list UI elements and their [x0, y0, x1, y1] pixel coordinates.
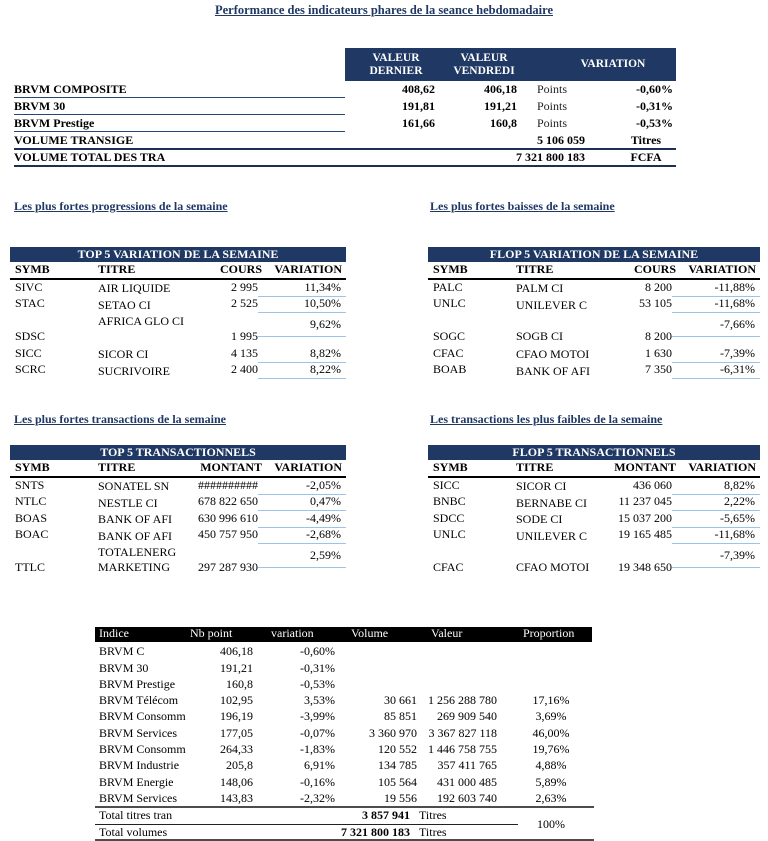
montant-cell: 450 757 950 — [198, 527, 258, 541]
symb-cell: SDSC — [15, 329, 46, 343]
col-variation: VARIATION — [274, 460, 342, 474]
variation-cell: 6,91% — [304, 758, 335, 773]
col-symb: SYMB — [433, 460, 468, 474]
titre-cell: PALM CI — [516, 281, 564, 295]
variation-underline — [258, 378, 346, 379]
variation-cell: -7,39% — [720, 345, 755, 360]
row-divider — [14, 148, 676, 150]
indice-cell: BRVM Services — [99, 725, 178, 740]
table-row — [428, 528, 760, 545]
index-label: BRVM 30 — [14, 99, 66, 113]
proportion-cell: 19,76% — [532, 742, 570, 757]
total-label: Total titres tran — [99, 808, 173, 822]
unit-label: Points — [536, 116, 567, 130]
nb-point-cell: 177,05 — [220, 725, 253, 740]
indices-rows — [95, 644, 594, 807]
variation-value: -0,60% — [636, 82, 673, 96]
col-symb: SYMB — [15, 262, 50, 276]
variation-cell: -7,66% — [720, 317, 755, 331]
table-title: FLOP 5 TRANSACTIONNELS — [428, 445, 760, 460]
valeur-cell: 3 367 827 118 — [428, 725, 497, 740]
variation-cell: -0,31% — [300, 660, 335, 675]
table-row — [0, 132, 768, 149]
indice-cell: BRVM Consomm — [99, 709, 186, 724]
titre-cell: SOGB CI — [516, 329, 564, 343]
variation-cell: -3,99% — [300, 709, 335, 724]
volume-value: 7 321 800 183 — [516, 150, 585, 164]
table-row — [95, 742, 594, 758]
symb-cell: SCRC — [15, 362, 46, 376]
table-row — [95, 693, 594, 709]
value-dernier: 191,81 — [402, 99, 435, 113]
cours-cell: 2 400 — [231, 362, 258, 376]
summary-header — [345, 48, 676, 81]
table-row — [428, 478, 760, 495]
titre-cell: BERNABE CI — [516, 495, 588, 510]
table-row — [428, 544, 760, 577]
table-row — [10, 280, 346, 297]
nb-point-cell: 102,95 — [220, 693, 253, 708]
table-row — [10, 511, 346, 528]
titre-cell: SONATEL SN — [98, 479, 170, 493]
symb-cell: SICC — [433, 477, 460, 492]
col-variation: VARIATION — [688, 460, 756, 474]
titre-cell: UNILEVER C — [516, 297, 587, 312]
montant-cell: 678 822 650 — [198, 494, 258, 508]
variation-underline — [258, 336, 346, 337]
variation-cell: -6,31% — [720, 362, 755, 376]
variation-cell: 0,47% — [310, 494, 341, 508]
variation-cell: -0,60% — [300, 644, 335, 659]
row-divider — [14, 97, 345, 98]
index-label: BRVM Prestige — [14, 116, 95, 130]
section-heading-transactions: Les plus fortes transactions de la semaine — [14, 412, 226, 426]
indice-cell: BRVM C — [99, 644, 145, 659]
symb-cell: TTLC — [15, 560, 45, 574]
summary-col-vendredi: VALEUR VENDREDI — [453, 51, 515, 77]
table-row — [10, 495, 346, 512]
total-label: Total volumes — [99, 824, 168, 839]
titre-cell: BANK OF AFI — [98, 528, 173, 543]
index-label: VOLUME TOTAL DES TRA — [14, 150, 166, 164]
variation-value: -0,53% — [636, 116, 673, 130]
variation-cell: -0,16% — [300, 774, 335, 789]
summary-col-dernier: VALEUR DERNIER — [369, 51, 423, 77]
table-row — [95, 725, 594, 741]
proportion-cell: 2,63% — [535, 790, 567, 805]
col-variation: VARIATION — [274, 262, 342, 276]
titre-cell: SICOR CI — [98, 347, 149, 361]
variation-cell: -0,53% — [300, 676, 335, 691]
col-titre: TITRE — [98, 460, 136, 474]
col-variation: VARIATION — [688, 262, 756, 276]
table-row — [0, 149, 768, 166]
nb-point-cell: 264,33 — [220, 742, 253, 757]
section-heading-progressions: Les plus fortes progressions de la semaine — [14, 199, 228, 213]
nb-point-cell: 148,06 — [220, 774, 253, 789]
total-proportion: 100% — [537, 816, 565, 831]
variation-cell: -11,68% — [714, 527, 755, 541]
table-row — [10, 478, 346, 495]
table-row — [10, 544, 346, 577]
symb-cell: NTLC — [15, 494, 47, 508]
variation-cell: 8,82% — [310, 345, 341, 360]
volume-cell: 3 360 970 — [369, 725, 417, 740]
variation-cell: 3,53% — [304, 693, 335, 708]
col-montant: MONTANT — [614, 460, 676, 474]
nb-point-cell: 406,18 — [220, 644, 253, 659]
symb-cell: SOGC — [433, 329, 466, 343]
proportion-cell: 17,16% — [532, 693, 570, 708]
symb-cell: UNLC — [433, 527, 466, 541]
cours-cell: 8 200 — [645, 329, 672, 343]
indice-cell: BRVM Energie — [99, 774, 174, 789]
symb-cell: BOAB — [433, 362, 467, 376]
montant-cell: 19 348 650 — [618, 560, 672, 574]
table-row — [0, 98, 768, 115]
titre-cell: CFAO MOTOI — [516, 347, 590, 361]
table-title: TOP 5 VARIATION DE LA SEMAINE — [10, 247, 346, 262]
row-divider — [14, 131, 345, 132]
variation-cell: 8,82% — [724, 477, 755, 492]
value-vendredi: 160,8 — [490, 116, 517, 130]
table-row — [428, 363, 760, 380]
variation-cell: 11,34% — [304, 279, 341, 294]
table-row — [95, 709, 594, 725]
cours-cell: 2 525 — [231, 296, 258, 310]
indices-table — [95, 627, 594, 841]
variation-cell: -11,88% — [714, 279, 755, 294]
symb-cell: UNLC — [433, 296, 466, 310]
value-dernier: 161,66 — [402, 116, 435, 130]
summary-col-variation: VARIATION — [580, 58, 646, 70]
page-title: Performance des indicateurs phares de la seance hebdomadaire — [214, 3, 554, 17]
cours-cell: 2 995 — [231, 279, 258, 294]
unit-label: Points — [536, 82, 567, 96]
column-headers — [428, 460, 760, 478]
volume-cell: 19 556 — [384, 790, 417, 805]
volume-value: 5 106 059 — [537, 133, 585, 147]
symb-cell: CFAC — [433, 345, 464, 360]
col-titre: TITRE — [516, 460, 554, 474]
table-bottom-border — [14, 165, 676, 167]
symb-cell: SIVC — [15, 279, 43, 294]
variation-underline — [672, 567, 760, 568]
column-headers — [10, 460, 346, 478]
unit-label: FCFA — [630, 150, 662, 164]
flop5-transactions-table — [428, 445, 760, 577]
col-cours: COURS — [633, 262, 676, 276]
table-row — [428, 346, 760, 363]
variation-cell: -2,32% — [300, 790, 335, 805]
variation-cell: -2,05% — [306, 477, 341, 492]
nb-point-cell: 205,8 — [226, 758, 253, 773]
montant-cell: 436 060 — [633, 477, 672, 492]
volume-cell: 85 851 — [384, 709, 417, 724]
flop5-variation-table — [428, 247, 760, 379]
titre-cell: NESTLE CI — [98, 495, 158, 510]
table-row — [0, 115, 768, 132]
cours-cell: 7 350 — [645, 362, 672, 376]
unit-label: Points — [536, 99, 567, 113]
symb-cell: BOAC — [15, 527, 49, 541]
titre-cell: AFRICA GLO CI — [98, 314, 185, 328]
table-row — [428, 280, 760, 297]
valeur-cell: 431 000 485 — [437, 774, 497, 789]
variation-underline — [672, 378, 760, 379]
cours-cell: 1 630 — [645, 345, 672, 360]
indice-cell: BRVM Industrie — [99, 758, 180, 773]
montant-cell: 297 287 930 — [198, 560, 258, 574]
col-titre: TITRE — [516, 262, 554, 276]
table-row — [95, 677, 594, 693]
variation-cell: 2,22% — [724, 494, 755, 508]
index-label: BRVM COMPOSITE — [14, 82, 127, 96]
col-variation: variation — [271, 626, 314, 640]
titre-cell: BANK OF AFI — [516, 363, 591, 378]
proportion-cell: 3,69% — [535, 709, 567, 724]
titre-cell: BANK OF AFI — [98, 512, 173, 526]
table-row — [428, 495, 760, 512]
variation-cell: -5,65% — [720, 510, 755, 525]
montant-cell: 630 996 610 — [198, 510, 258, 525]
montant-cell: 19 165 485 — [618, 527, 672, 541]
table-row — [0, 81, 768, 98]
variation-underline — [672, 336, 760, 337]
index-label: VOLUME TRANSIGE — [14, 133, 134, 147]
nb-point-cell: 160,8 — [226, 676, 253, 691]
nb-point-cell: 191,21 — [220, 660, 253, 675]
total-value: 7 321 800 183 — [341, 824, 410, 839]
col-titre: TITRE — [98, 262, 136, 276]
symb-cell: STAC — [15, 296, 45, 310]
row-divider — [14, 114, 345, 115]
titre-cell: TOTALENERG MARKETING — [98, 545, 177, 574]
volume-cell: 134 785 — [378, 758, 417, 773]
col-proportion: Proportion — [523, 626, 575, 640]
top5-variation-table — [10, 247, 346, 379]
variation-cell: 2,59% — [310, 548, 341, 562]
indice-cell: BRVM Services — [99, 790, 178, 805]
indices-header — [95, 627, 592, 642]
valeur-cell: 1 446 758 755 — [428, 742, 497, 757]
table-row — [428, 313, 760, 346]
section-heading-faibles: Les transactions les plus faibles de la semaine — [430, 412, 663, 426]
variation-cell: -0,07% — [300, 725, 335, 740]
variation-cell: -11,68% — [714, 296, 755, 310]
titre-cell: SUCRIVOIRE — [98, 363, 171, 378]
table-row — [10, 297, 346, 314]
cours-cell: 1 995 — [231, 329, 258, 343]
volume-cell: 120 552 — [378, 742, 417, 757]
table-row — [95, 758, 594, 774]
cours-cell: 4 135 — [231, 345, 258, 360]
indice-cell: BRVM Télécom — [99, 693, 179, 708]
table-row — [428, 297, 760, 314]
table-title: FLOP 5 VARIATION DE LA SEMAINE — [428, 247, 760, 262]
table-row — [95, 774, 594, 790]
col-nb-point: Nb point — [190, 626, 233, 640]
valeur-cell: 357 411 765 — [437, 758, 497, 773]
col-montant: MONTANT — [200, 460, 262, 474]
volume-cell: 105 564 — [378, 774, 417, 789]
titre-cell: CFAO MOTOI — [516, 560, 590, 574]
montant-cell: 11 237 045 — [618, 494, 672, 508]
proportion-cell: 4,88% — [535, 758, 567, 773]
table-row — [95, 791, 594, 807]
variation-cell: 10,50% — [304, 296, 341, 310]
table-row — [10, 363, 346, 380]
symb-cell: BNBC — [433, 494, 466, 508]
col-cours: COURS — [219, 262, 262, 276]
table-row — [428, 511, 760, 528]
variation-cell: 9,62% — [310, 317, 341, 331]
variation-cell: -4,49% — [306, 510, 341, 525]
titre-cell: UNILEVER C — [516, 528, 587, 543]
table-title: TOP 5 TRANSACTIONNELS — [10, 445, 346, 460]
montant-cell: 15 037 200 — [618, 510, 672, 525]
variation-cell: -7,39% — [720, 548, 755, 562]
nb-point-cell: 143,83 — [220, 790, 253, 805]
value-dernier: 408,62 — [402, 82, 435, 96]
cours-cell: 53 105 — [639, 296, 672, 310]
total-value: 3 857 941 — [362, 808, 410, 822]
variation-cell: -2,68% — [306, 527, 341, 541]
titre-cell: SETAO CI — [98, 297, 151, 312]
total-unit: Titres — [419, 824, 447, 839]
symb-cell: SICC — [15, 345, 42, 360]
col-symb: SYMB — [433, 262, 468, 276]
col-indice: Indice — [99, 626, 129, 640]
valeur-cell: 192 603 740 — [437, 790, 497, 805]
column-headers — [428, 262, 760, 280]
variation-value: -0,31% — [636, 99, 673, 113]
variation-underline — [258, 567, 346, 568]
valeur-cell: 1 256 288 780 — [428, 693, 497, 708]
col-symb: SYMB — [15, 460, 50, 474]
symb-cell: SNTS — [15, 477, 45, 492]
indice-cell: BRVM Consomm — [99, 742, 186, 757]
nb-point-cell: 196,19 — [220, 709, 253, 724]
table-row — [95, 660, 594, 676]
proportion-cell: 5,89% — [535, 774, 567, 789]
symb-cell: SDCC — [433, 510, 465, 525]
symb-cell: BOAS — [15, 510, 48, 525]
valeur-cell: 269 909 540 — [437, 709, 497, 724]
unit-label: Titres — [630, 133, 662, 147]
indice-cell: BRVM Prestige — [99, 676, 176, 691]
cours-cell: 8 200 — [645, 279, 672, 294]
variation-cell: 8,22% — [310, 362, 341, 376]
table-row — [10, 528, 346, 545]
indice-cell: BRVM 30 — [99, 660, 149, 675]
col-volume: Volume — [351, 626, 389, 640]
value-vendredi: 191,21 — [484, 99, 517, 113]
table-row — [10, 346, 346, 363]
symb-cell: CFAC — [433, 560, 464, 574]
variation-cell: -1,83% — [300, 742, 335, 757]
total-unit: Titres — [419, 808, 447, 822]
montant-cell: ########## — [198, 477, 258, 492]
value-vendredi: 406,18 — [484, 82, 517, 96]
top5-transactions-table — [10, 445, 346, 577]
titre-cell: AIR LIQUIDE — [98, 281, 171, 295]
table-row — [95, 644, 594, 660]
titre-cell: SODE CI — [516, 512, 563, 526]
table-row — [10, 313, 346, 346]
col-valeur: Valeur — [431, 626, 463, 640]
symb-cell: PALC — [433, 279, 463, 294]
volume-cell: 30 661 — [384, 693, 417, 708]
proportion-cell: 46,00% — [532, 725, 570, 740]
column-headers — [10, 262, 346, 280]
titre-cell: SICOR CI — [516, 479, 567, 493]
section-heading-baisses: Les plus fortes baisses de la semaine — [430, 199, 615, 213]
